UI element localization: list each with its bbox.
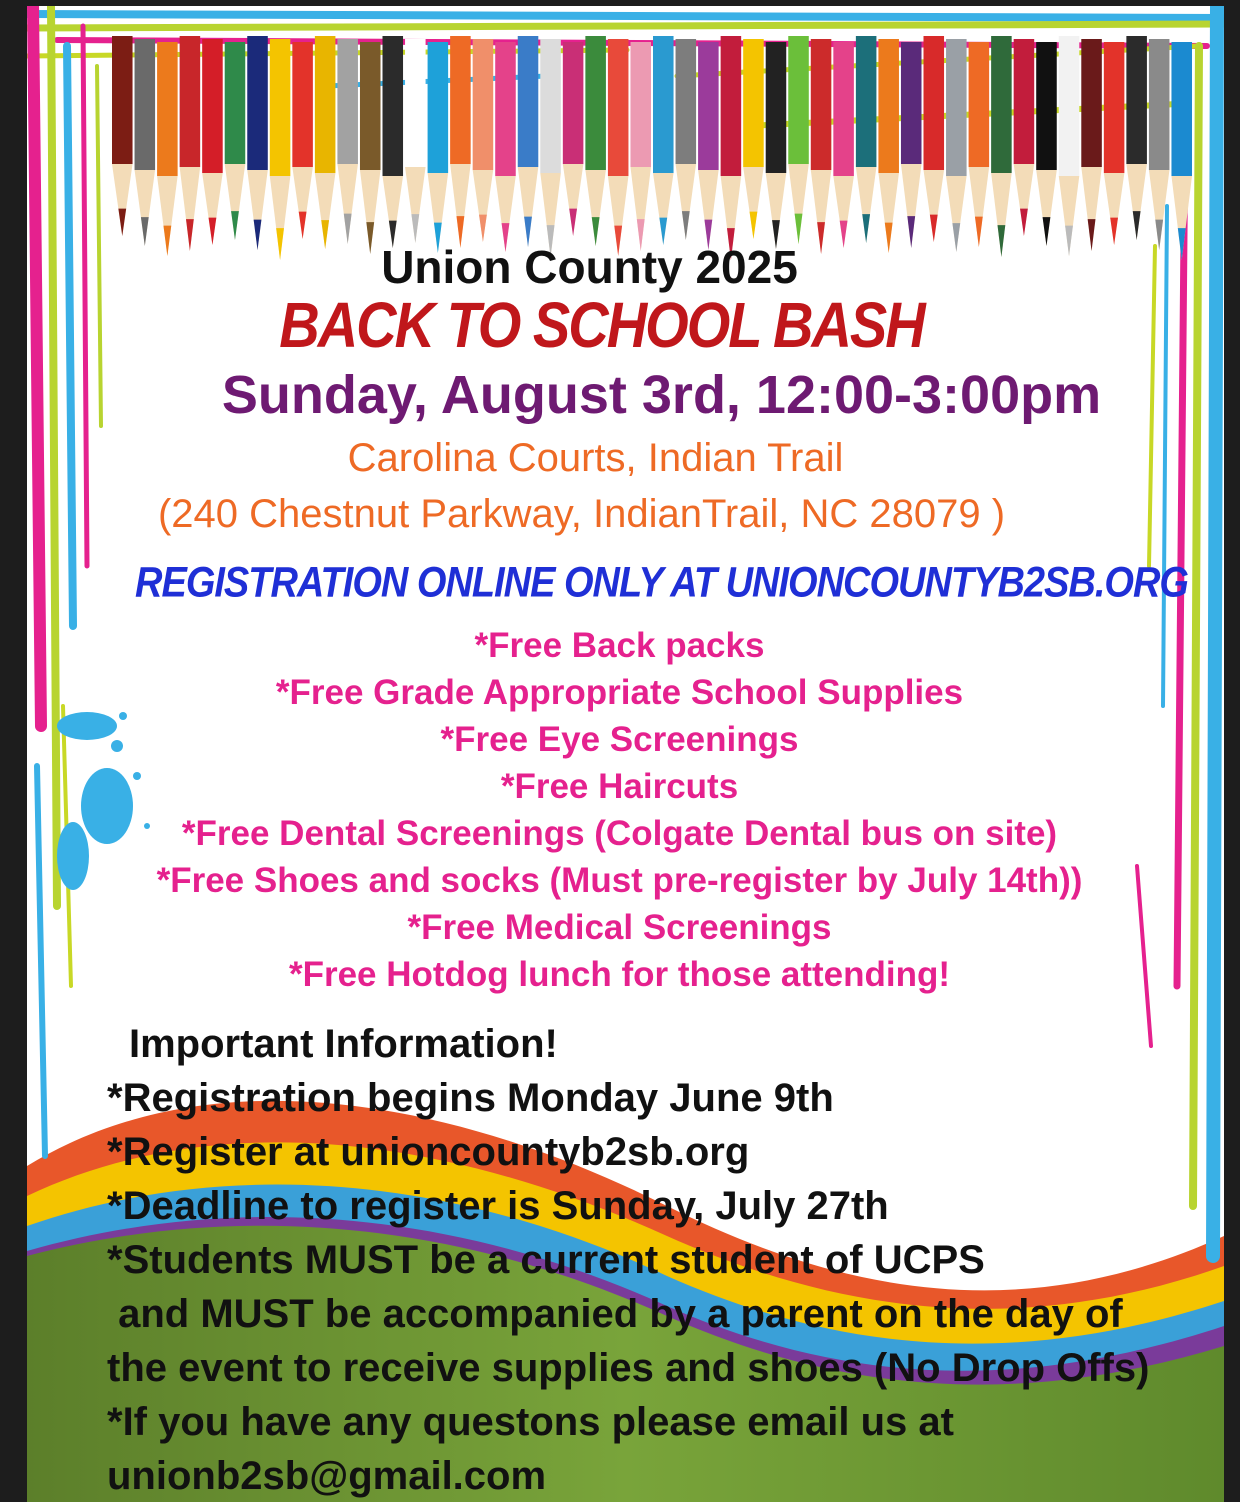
pencil-tip (750, 212, 758, 239)
info-line: *Registration begins Monday June 9th (107, 1076, 834, 1120)
colored-pencils (112, 36, 1192, 260)
pencil-body (270, 39, 291, 176)
info-line: *Deadline to register is Sunday, July 27th (107, 1184, 889, 1228)
pencil-tip (231, 211, 239, 240)
pencil-body (946, 39, 967, 176)
pencil-body (563, 42, 584, 164)
pencil-body (112, 36, 133, 164)
pencil-tip (682, 211, 690, 240)
benefit-item: *Free Grade Appropriate School Supplies (275, 673, 964, 712)
pencil-body (360, 42, 381, 170)
pencil-body (698, 42, 719, 170)
pencil-body (157, 42, 178, 176)
event-venue: Carolina Courts, Indian Trail (347, 436, 844, 480)
pencil-body (540, 39, 561, 173)
pencil-body (991, 36, 1012, 173)
pencil-body (473, 39, 494, 170)
event-heading: Union County 2025 (381, 241, 798, 293)
pencil-body (518, 36, 539, 167)
benefit-item: *Free Eye Screenings (440, 720, 799, 759)
pencil-tip (569, 209, 577, 236)
pencil-body (428, 42, 449, 173)
pencil-tip (1133, 211, 1141, 240)
info-line: the event to receive supplies and shoes (No Drop Offs) (107, 1346, 1150, 1390)
pencil-body (1036, 42, 1057, 170)
benefit-item: *Free Dental Screenings (Colgate Dental bus on site) (181, 814, 1058, 853)
pencil-body (450, 36, 471, 164)
event-name: BACK TO SCHOOL BASH (279, 288, 924, 361)
pencil-body (1171, 42, 1192, 176)
pencil-body (1126, 36, 1147, 164)
event-date-time: Sunday, August 3rd, 12:00-3:00pm (221, 365, 1102, 425)
benefit-item: *Free Haircuts (500, 767, 739, 806)
pencil-body (969, 42, 990, 167)
benefit-item: *Free Back packs (474, 626, 765, 665)
pencil-body (1059, 36, 1080, 176)
pencil-tip (862, 214, 870, 243)
pencil-tip (930, 215, 938, 242)
pencil-body (135, 39, 156, 170)
info-line: *If you have any questons please email us at (107, 1400, 954, 1444)
pencil-body (653, 36, 674, 173)
pencil-body (292, 42, 313, 167)
pencil-body (315, 36, 336, 173)
pencil-body (180, 36, 201, 167)
pencil-tip (118, 209, 126, 236)
info-line: *Register at unioncountyb2sb.org (107, 1130, 750, 1174)
contact-email: unionb2sb@gmail.com (107, 1454, 547, 1498)
pencil-body (721, 36, 742, 176)
pencil-tip (299, 212, 307, 239)
pencil-body (405, 39, 426, 167)
pencil-body (924, 36, 945, 170)
pencil-body (1149, 39, 1170, 170)
pencil-body (1014, 39, 1035, 164)
pencil-body (225, 42, 246, 164)
event-address: (240 Chestnut Parkway, IndianTrail, NC 28079 ) (157, 492, 1006, 536)
benefit-item: *Free Medical Screenings (407, 908, 832, 947)
pencil-body (743, 39, 764, 167)
pencil-body (1104, 42, 1125, 173)
pencil-tip (1020, 209, 1028, 236)
pencil-body (811, 39, 832, 170)
pencil-body (766, 42, 787, 173)
pencil-body (495, 42, 516, 176)
info-line: *Students MUST be a current student of UCPS (107, 1238, 985, 1282)
pencil-body (676, 39, 697, 164)
registration-notice: REGISTRATION ONLINE ONLY AT UNIONCOUNTYB2SB.ORG (135, 559, 1188, 607)
flyer (27, 6, 1224, 1502)
pencil-body (833, 42, 854, 176)
pencil-body (585, 36, 606, 170)
pencil-body (608, 39, 629, 176)
pencil-body (788, 36, 809, 164)
pencil-body (901, 42, 922, 164)
pencil-body (1081, 39, 1102, 167)
benefit-item: *Free Shoes and socks (Must pre-register by July 14th)) (156, 861, 1083, 900)
pencil-body (856, 36, 877, 167)
pencil-body (337, 39, 358, 164)
pencil-body (878, 39, 899, 173)
pencil-body (247, 36, 268, 170)
pencil-tip (411, 214, 419, 243)
benefit-item: *Free Hotdog lunch for those attending! (288, 955, 951, 994)
pencil-tip (479, 215, 487, 242)
info-line: and MUST be accompanied by a parent on the day of (107, 1292, 1123, 1336)
info-title: Important Information! (129, 1022, 558, 1066)
pencil-body (202, 39, 223, 173)
pencil-body (383, 36, 404, 176)
pencil-body (630, 42, 651, 167)
